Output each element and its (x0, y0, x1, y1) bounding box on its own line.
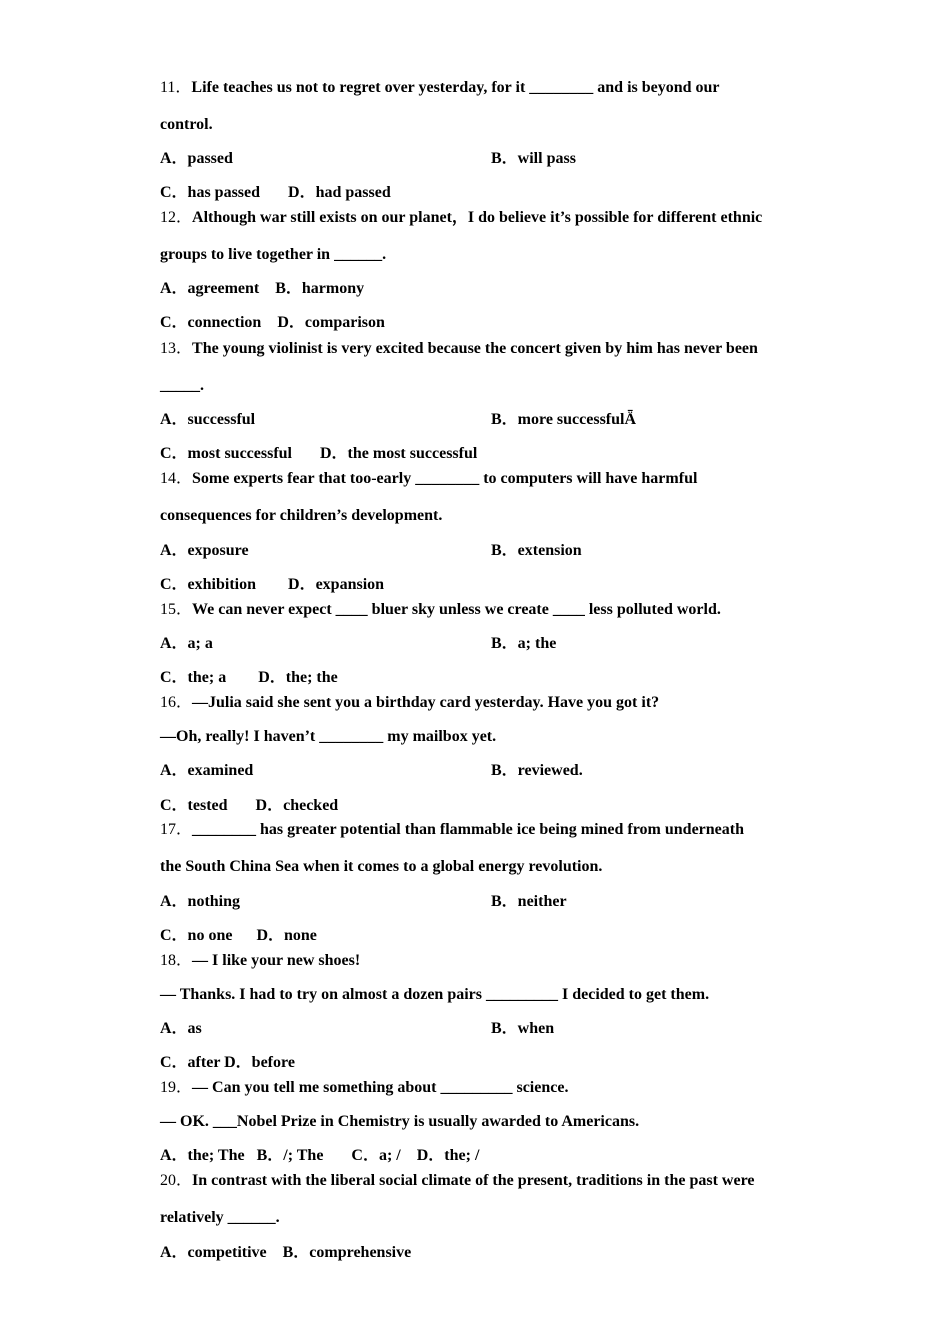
option-b: B．neither (491, 893, 567, 910)
question-stem: In contrast with the liberal social climate of the present, traditions in the past were (192, 1172, 755, 1189)
question-11-line-1 (160, 78, 720, 98)
question-15-line-1 (160, 600, 721, 620)
question-12-options-row-1: A．agreement B．harmony (160, 280, 365, 297)
question-17-line-2: the South China Sea when it comes to a global energy revolution. (160, 858, 603, 875)
question-20-line-1 (160, 1171, 754, 1191)
option-a: A．examined (160, 762, 254, 779)
question-stem: — Can you tell me something about _________ science. (192, 1079, 569, 1096)
question-number: 12． (160, 209, 193, 226)
option-b: B．reviewed. (491, 762, 583, 779)
question-19-options-row-1: A．the; The B．/; The C．a; / D．the; / (160, 1147, 480, 1164)
question-13-options-row-1 (160, 410, 637, 430)
question-15-options-row-2: C．the; a D．the; the (160, 669, 338, 686)
option-b: B．extension (491, 542, 582, 559)
question-number: 19． (160, 1079, 193, 1096)
question-13-options-row-2: C．most successful D．the most successful (160, 445, 478, 462)
question-14-line-2: consequences for children’s development. (160, 507, 443, 524)
question-stem: We can never expect ____ bluer sky unless we create ____ less polluted world. (192, 601, 721, 618)
question-20-line-2: relatively ______. (160, 1209, 280, 1226)
option-a: A．successful (160, 411, 256, 428)
question-stem: Some experts fear that too-early ________ to computers will have harmful (192, 470, 698, 487)
question-16-options-row-2: C．tested D．checked (160, 797, 339, 814)
question-stem: Life teaches us not to regret over yesterday, for it ________ and is beyond our (191, 79, 720, 96)
question-number: 17． (160, 821, 193, 838)
question-18-options-row-2: C．after D．before (160, 1054, 295, 1071)
question-19-line-2: — OK. ___Nobel Prize in Chemistry is usually awarded to Americans. (160, 1113, 640, 1130)
question-stem: — I like your new shoes! (192, 952, 361, 969)
question-18-line-1 (160, 951, 360, 971)
question-11-options-row-2: C．has passed D．had passed (160, 184, 391, 201)
question-17-options-row-1 (160, 892, 567, 912)
question-number: 14． (160, 470, 193, 487)
option-b: B．more successfulǞ (491, 411, 637, 428)
question-17-line-1 (160, 820, 744, 840)
question-16-line-2: —Oh, really! I haven’t ________ my mailbox yet. (160, 728, 497, 745)
question-stem: Although war still exists on our planet，I do believe it’s possible for different ethnic (192, 209, 763, 226)
option-a: A．a; a (160, 635, 213, 652)
question-number: 13． (160, 340, 193, 357)
question-15-options-row-1 (160, 634, 557, 654)
question-stem: ________ has greater potential than flammable ice being mined from underneath (192, 821, 744, 838)
question-18-options-row-1 (160, 1019, 555, 1039)
option-a: A．passed (160, 150, 233, 167)
question-20-options-row-1: A．competitive B．comprehensive (160, 1244, 412, 1261)
question-14-options-row-1 (160, 541, 582, 561)
option-a: A．as (160, 1020, 202, 1037)
question-13-line-2: _____. (160, 377, 204, 394)
question-13-line-1 (160, 339, 758, 359)
question-stem: —Julia said she sent you a birthday card yesterday. Have you got it? (192, 694, 660, 711)
question-18-line-2: — Thanks. I had to try on almost a dozen pairs _________ I decided to get them. (160, 986, 710, 1003)
question-17-options-row-2: C．no one D．none (160, 927, 317, 944)
question-16-line-1 (160, 693, 659, 713)
question-16-options-row-1 (160, 761, 583, 781)
question-11-options-row-1 (160, 149, 576, 169)
question-11-line-2: control. (160, 116, 213, 133)
question-number: 16． (160, 694, 193, 711)
question-14-line-1 (160, 469, 697, 489)
question-14-options-row-2: C．exhibition D．expansion (160, 576, 385, 593)
question-stem: The young violinist is very excited because the concert given by him has never been (192, 340, 758, 357)
question-12-options-row-2: C．connection D．comparison (160, 314, 385, 331)
option-b: B．will pass (491, 150, 576, 167)
question-12-line-1 (160, 208, 762, 228)
option-a: A．exposure (160, 542, 249, 559)
option-b: B．a; the (491, 635, 557, 652)
question-19-line-1 (160, 1078, 568, 1098)
option-a: A．nothing (160, 893, 241, 910)
question-number: 15． (160, 601, 193, 618)
question-number: 20． (160, 1172, 193, 1189)
option-b: B．when (491, 1020, 555, 1037)
question-number: 11． (160, 79, 192, 96)
question-number: 18． (160, 952, 193, 969)
question-12-line-2: groups to live together in ______. (160, 246, 387, 263)
